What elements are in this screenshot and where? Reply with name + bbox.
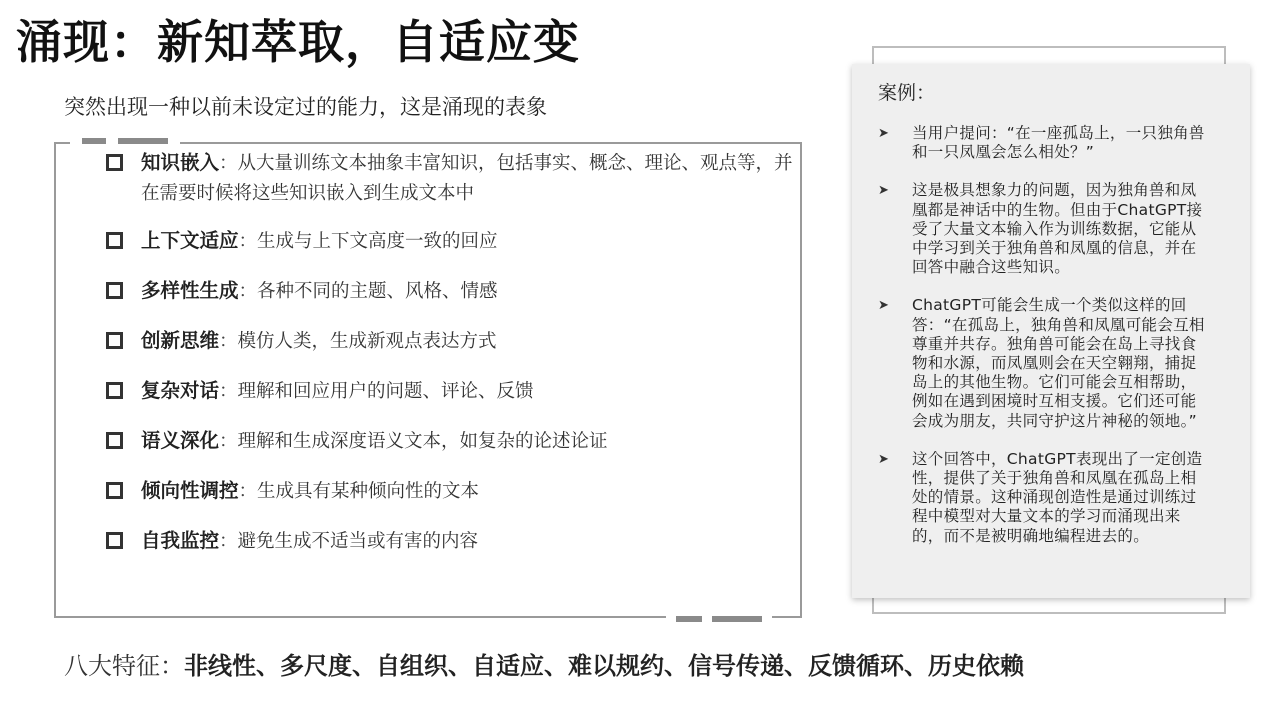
feature-name: 复杂对话 [141, 379, 220, 402]
checkbox-square-icon [106, 232, 123, 249]
feature-item: 复杂对话：理解和回应用户的问题、评论、反馈 [106, 376, 796, 407]
feature-name: 语义深化 [141, 429, 220, 452]
feature-name: 多样性生成 [141, 279, 239, 302]
feature-name: 创新思维 [141, 329, 220, 352]
case-item-text: 当用户提问：“在一座孤岛上，一只独角兽和一只凤凰会怎么相处？” [912, 124, 1205, 162]
feature-item: 知识嵌入：从大量训练文本抽象丰富知识，包括事实、概念、理论、观点等，并在需要时候将这些知识嵌入到生成文本中 [106, 148, 796, 209]
characteristics-label: 八大特征： [64, 652, 184, 680]
feature-name: 知识嵌入 [141, 151, 220, 174]
feature-name: 上下文适应 [141, 229, 239, 252]
case-item [878, 296, 1212, 430]
feature-desc: 避免生成不适当或有害的内容 [237, 531, 479, 552]
arrow-bullet-icon: ➤ [878, 126, 890, 141]
feature-item: 多样性生成：各种不同的主题、风格、情感 [106, 276, 796, 307]
characteristics-traits: 非线性、多尺度、自组织、自适应、难以规约、信号传递、反馈循环、历史依赖 [184, 652, 1024, 680]
feature-desc: 生成具有某种倾向性的文本 [257, 481, 480, 502]
feature-list [106, 148, 796, 557]
feature-item: 自我监控：避免生成不适当或有害的内容 [106, 526, 796, 557]
case-title: 案例： [878, 82, 936, 104]
feature-desc: 模仿人类，生成新观点表达方式 [237, 331, 497, 352]
case-item [878, 181, 1212, 277]
checkbox-square-icon [106, 282, 123, 299]
arrow-bullet-icon: ➤ [878, 298, 890, 314]
feature-item: 语义深化：理解和生成深度语义文本，如复杂的论述论证 [106, 426, 796, 457]
case-item-text: 这个回答中，ChatGPT表现出了一定创造性，提供了关于独角兽和凤凰在孤岛上相处的情景。这种涌现创造性是通过训练过程中模型对大量文本的学习而涌现出来的，而不是被明确地编程进去的。 [912, 449, 1203, 545]
feature-item: 创新思维：模仿人类，生成新观点表达方式 [106, 326, 796, 357]
feature-item: 上下文适应：生成与上下文高度一致的回应 [106, 226, 796, 257]
case-item-text: 这是极具想象力的问题，因为独角兽和凤凰都是神话中的生物。但由于ChatGPT接受了大量文本输入作为训练数据，它能从中学习到关于独角兽和凤凰的信息，并在回答中融合这些知识。 [912, 181, 1203, 277]
arrow-bullet-icon: ➤ [878, 451, 890, 467]
feature-name: 自我监控 [141, 529, 220, 552]
case-item [878, 450, 1212, 546]
case-list [878, 124, 1212, 565]
feature-desc: 理解和回应用户的问题、评论、反馈 [237, 381, 534, 402]
case-panel [852, 64, 1250, 598]
checkbox-square-icon [106, 532, 123, 549]
feature-desc: 从大量训练文本抽象丰富知识，包括事实、概念、理论、观点等，并在需要时候将这些知识嵌入到生成文本中 [141, 153, 793, 204]
feature-desc: 理解和生成深度语义文本，如复杂的论述论证 [237, 431, 608, 452]
checkbox-square-icon [106, 482, 123, 499]
page-subtitle: 突然出现一种以前未设定过的能力，这是涌现的表象 [64, 95, 547, 119]
page-title: 涌现：新知萃取，自适应变 [16, 15, 580, 69]
checkbox-square-icon [106, 432, 123, 449]
feature-desc: 各种不同的主题、风格、情感 [257, 281, 498, 302]
feature-item: 倾向性调控：生成具有某种倾向性的文本 [106, 476, 796, 507]
checkbox-square-icon [106, 332, 123, 349]
checkbox-square-icon [106, 382, 123, 399]
checkbox-square-icon [106, 154, 123, 171]
arrow-bullet-icon: ➤ [878, 183, 890, 199]
case-item [878, 124, 1212, 162]
feature-name: 倾向性调控 [141, 479, 239, 502]
characteristics-line [64, 646, 1024, 686]
feature-desc: 生成与上下文高度一致的回应 [257, 231, 498, 252]
frame-corner-decoration-bottom [666, 606, 772, 632]
case-item-text: ChatGPT可能会生成一个类似这样的回答：“在孤岛上，独角兽和凤凰可能会互相尊重并共存。独角兽可能会在岛上寻找食物和水源，而凤凰则会在天空翱翔，捕捉岛上的其他生物。它们可能会互相帮助，例如在遇到困境时互相支援。它们还可能会成为朋友，共同守护这片神秘的领地。” [912, 296, 1205, 430]
